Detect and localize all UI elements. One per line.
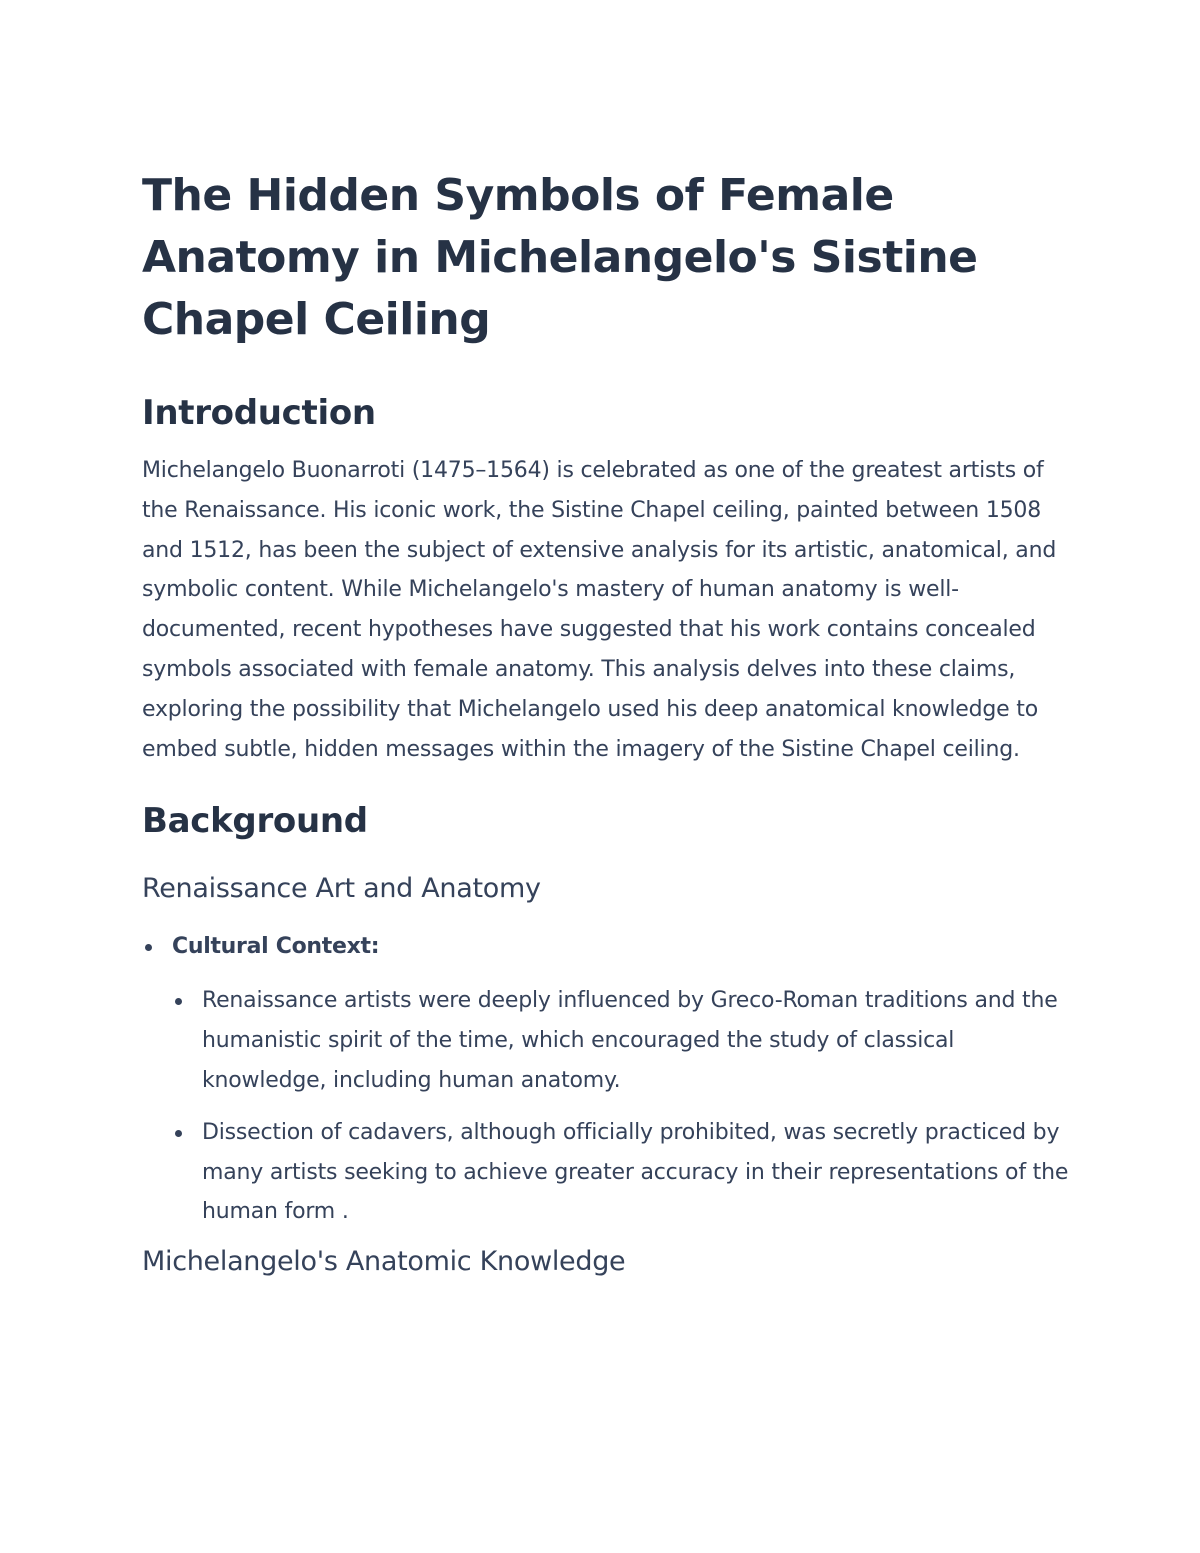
nested-list-item-text: Renaissance artists were deeply influenced by Greco-Roman traditions and the humanistic spirit of the time, which encouraged the study of classical knowledge, including human anatomy.: [202, 988, 1058, 1093]
introduction-paragraph: Michelangelo Buonarroti (1475–1564) is celebrated as one of the greatest artists of the Renaissance. His iconic work, the Sistine Chapel ceiling, painted between 1508 and 1512, has been the subject of extensive analysis for its artistic, anatomical, and symbolic content. While Michelangelo's mastery of human anatomy is well-documented, recent hypotheses have suggested that his work contains concealed symbols associated with female anatomy. This analysis delves into these claims, exploring the possibility that Michelangelo used his deep anatomical knowledge to embed subtle, hidden messages within the imagery of the Sistine Chapel ceiling.: [142, 458, 1057, 762]
bullet-icon: [175, 1130, 182, 1137]
list-item: [142, 929, 1072, 1232]
document-page: [142, 165, 1072, 1280]
nested-list-item: [172, 1113, 1072, 1232]
bullet-icon: [175, 998, 182, 1005]
subsection-heading-michelangelo: Michelangelo's Anatomic Knowledge: [142, 1246, 626, 1278]
nested-list-item: [172, 981, 1072, 1100]
section-heading-background: Background: [142, 801, 368, 842]
section-heading-introduction: Introduction: [142, 393, 376, 433]
nested-list-item-text: Dissection of cadavers, although officially prohibited, was secretly practiced by many artists seeking to achieve greater accuracy in their representations of the human form .: [202, 1119, 1069, 1225]
list-item-label: Cultural Context:: [172, 934, 380, 960]
document-title: The Hidden Symbols of Female Anatomy in Michelangelo's Sistine Chapel Ceiling: [142, 170, 978, 345]
bullet-icon: [145, 944, 152, 951]
renaissance-list: [142, 929, 1072, 1232]
subsection-heading-renaissance: Renaissance Art and Anatomy: [142, 873, 541, 905]
nested-list: [172, 981, 1072, 1232]
